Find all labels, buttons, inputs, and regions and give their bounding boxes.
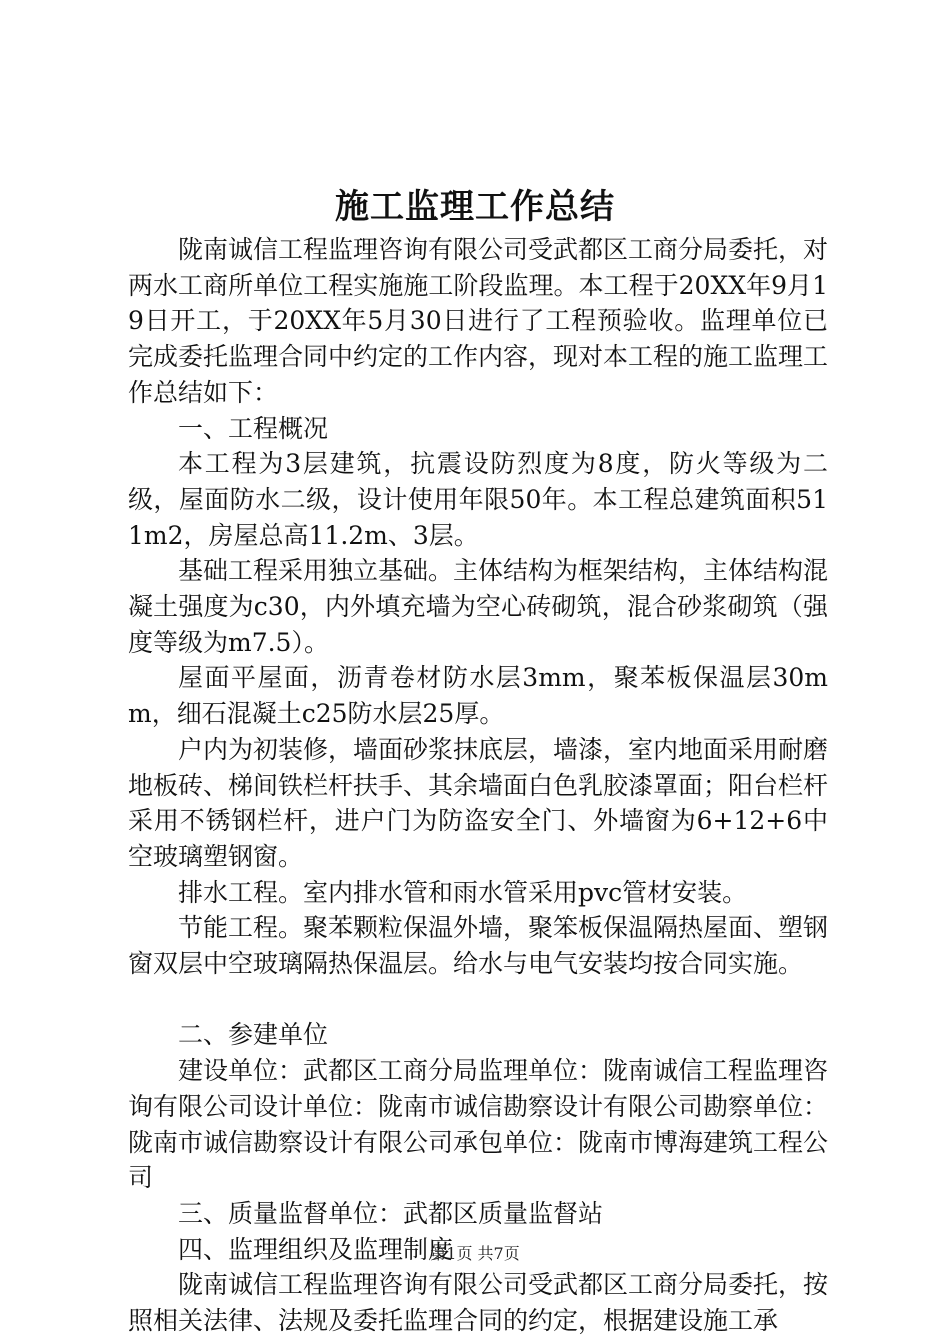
paragraph-drainage: 排水工程。室内排水管和雨水管采用pvc管材安装。 bbox=[178, 877, 748, 907]
section-heading-organization: 四、监理组织及监理制度 bbox=[178, 1234, 454, 1264]
document-body bbox=[128, 232, 828, 1339]
paragraph-decoration: 户内为初装修，墙面砂浆抹底层，墙漆，室内地面采用耐磨地板砖、梯间铁栏杆扶手、其余墙面白色乳胶漆罩面；阳台栏杆采用不锈钢栏杆，进户门为防盗安全门、外墙窗为6+12+6中空玻璃塑钢窗。 bbox=[128, 734, 829, 871]
document-title: 施工监理工作总结 bbox=[335, 187, 615, 227]
section-heading-overview: 一、工程概况 bbox=[178, 413, 329, 443]
paragraph-building-info: 本工程为3层建筑，抗震设防烈度为8度，防火等级为二级，屋面防水二级，设计使用年限50年。本工程总建筑面积511m2，房屋总高11.2m、3层。 bbox=[128, 449, 828, 550]
paragraph-intro: 陇南诚信工程监理咨询有限公司受武都区工商分局委托，对两水工商所单位工程实施施工阶段监理。本工程于20XX年9月19日开工，于20XX年5月30日进行了工程预验收。监理单位已完成委托监理合同中约定的工作内容，现对本工程的施工监理工作总结如下： bbox=[128, 235, 829, 407]
page-footer: 第1页 共7页 bbox=[430, 1244, 520, 1263]
section-heading-quality-supervision: 三、质量监督单位：武都区质量监督站 bbox=[178, 1198, 604, 1228]
paragraph-energy-saving: 节能工程。聚苯颗粒保温外墙，聚笨板保温隔热屋面、塑钢窗双层中空玻璃隔热保温层。给水与电气安装均按合同实施。 bbox=[128, 913, 829, 979]
paragraph-organization: 陇南诚信工程监理咨询有限公司受武都区工商分局委托，按照相关法律、法规及委托监理合同的约定，根据建设施工承 bbox=[128, 1270, 829, 1336]
paragraph-roof: 屋面平屋面，沥青卷材防水层3mm，聚苯板保温层30mm，细石混凝土c25防水层25厚。 bbox=[128, 663, 828, 729]
paragraph-participants: 建设单位：武都区工商分局监理单位：陇南诚信工程监理咨询有限公司设计单位：陇南市诚信勘察设计有限公司勘察单位：陇南市诚信勘察设计有限公司承包单位：陇南市博海建筑工程公司 bbox=[128, 1056, 829, 1193]
paragraph-foundation: 基础工程采用独立基础。主体结构为框架结构，主体结构混凝土强度为c30，内外填充墙为空心砖砌筑，混合砂浆砌筑（强度等级为m7.5）。 bbox=[128, 556, 829, 657]
section-heading-participants: 二、参建单位 bbox=[178, 1020, 329, 1050]
